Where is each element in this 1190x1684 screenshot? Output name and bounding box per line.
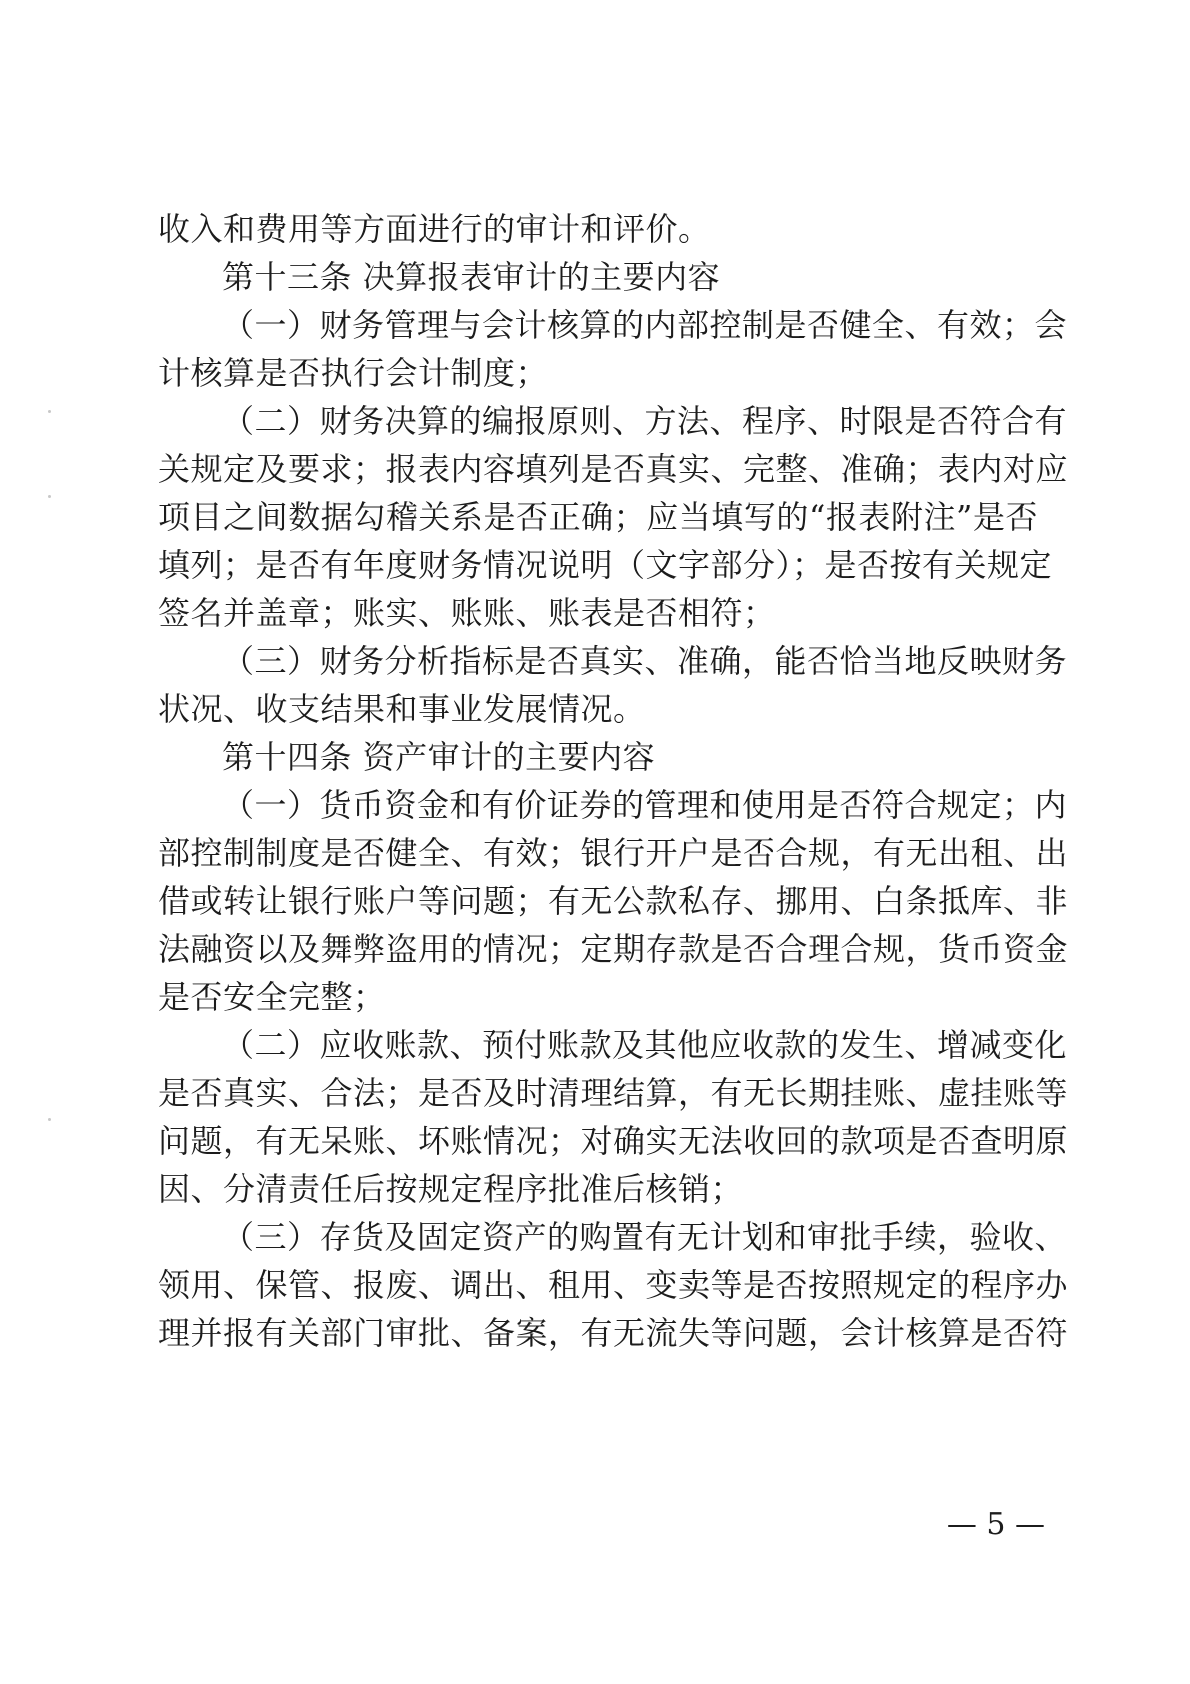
text-line: 是否真实、合法；是否及时清理结算，有无长期挂账、虚挂账等 xyxy=(158,1074,1069,1112)
text-line: 部控制制度是否健全、有效；银行开户是否合规，有无出租、出 xyxy=(158,834,1069,872)
text-line: 问题，有无呆账、坏账情况；对确实无法收回的款项是否查明原 xyxy=(158,1122,1069,1160)
text-line: 领用、保管、报废、调出、租用、变卖等是否按照规定的程序办 xyxy=(158,1266,1069,1304)
text-line: （二）财务决算的编报原则、方法、程序、时限是否符合有 xyxy=(222,402,1068,440)
text-line: （一）货币资金和有价证券的管理和使用是否符合规定；内 xyxy=(222,786,1068,824)
text-line: （三）财务分析指标是否真实、准确，能否恰当地反映财务 xyxy=(222,642,1068,680)
text-line: 借或转让银行账户等问题；有无公款私存、挪用、白条抵库、非 xyxy=(158,882,1069,920)
text-line: 是否安全完整； xyxy=(158,978,386,1016)
text-line: 关规定及要求；报表内容填列是否真实、完整、准确；表内对应 xyxy=(158,450,1069,488)
text-line: （二）应收账款、预付账款及其他应收款的发生、增减变化 xyxy=(222,1026,1068,1064)
text-line: 法融资以及舞弊盗用的情况；定期存款是否合理合规，货币资金 xyxy=(158,930,1069,968)
text-line: 收入和费用等方面进行的审计和评价。 xyxy=(158,210,711,248)
text-line: 理并报有关部门审批、备案，有无流失等问题，会计核算是否符 xyxy=(158,1314,1069,1352)
text-line: 项目之间数据勾稽关系是否正确；应当填写的“报表附注”是否 xyxy=(158,498,1038,536)
text-line: （三）存货及固定资产的购置有无计划和审批手续，验收、 xyxy=(222,1218,1068,1256)
page-number: — 5 — xyxy=(946,1507,1045,1542)
scan-speck xyxy=(48,1118,51,1121)
section-heading: 第十四条 资产审计的主要内容 xyxy=(222,738,656,776)
section-heading: 第十三条 决算报表审计的主要内容 xyxy=(222,258,721,296)
text-line: 因、分清责任后按规定程序批准后核销； xyxy=(158,1170,744,1208)
scan-speck xyxy=(48,495,51,498)
text-line: 计核算是否执行会计制度； xyxy=(158,354,549,392)
scan-speck xyxy=(48,410,51,413)
text-line: 填列；是否有年度财务情况说明（文字部分）；是否按有关规定 xyxy=(158,546,1053,584)
text-line: 签名并盖章；账实、账账、账表是否相符； xyxy=(158,594,776,632)
text-line: 状况、收支结果和事业发展情况。 xyxy=(158,690,646,728)
text-line: （一）财务管理与会计核算的内部控制是否健全、有效；会 xyxy=(222,306,1068,344)
